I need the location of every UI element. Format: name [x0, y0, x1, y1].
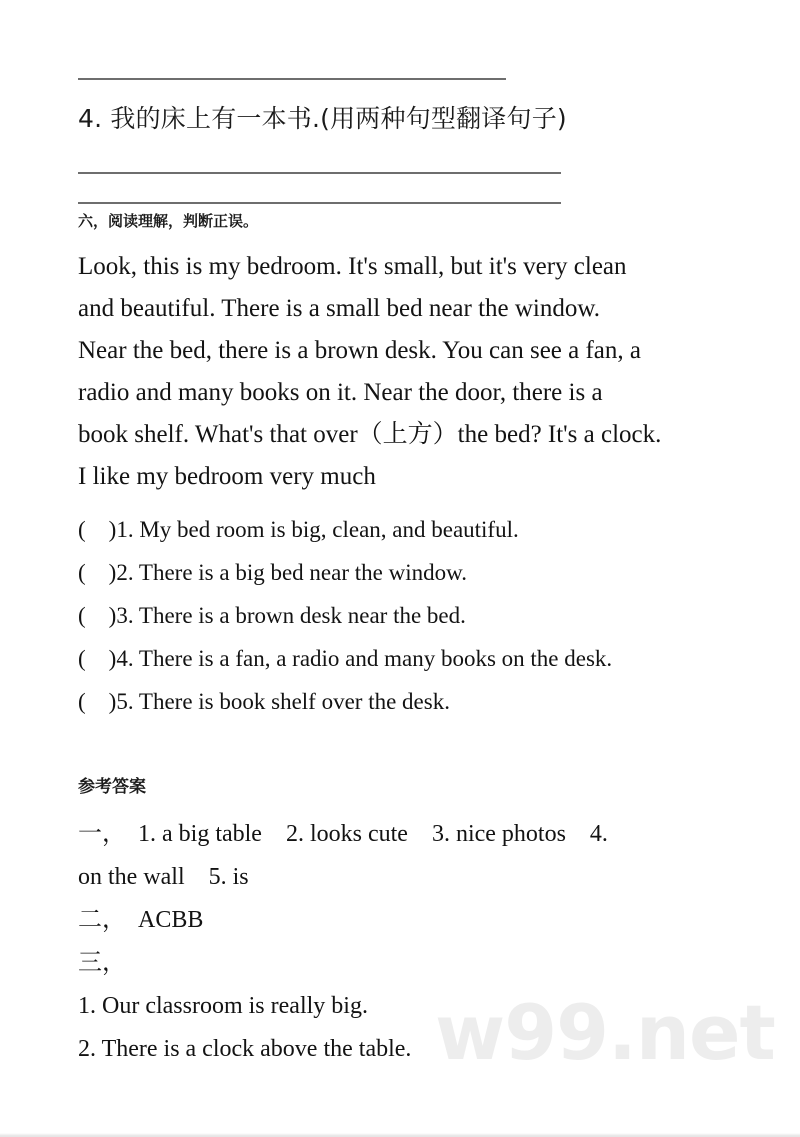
spacer: [78, 136, 722, 172]
passage-line: Look, this is my bedroom. It's small, but it's very clean: [78, 253, 627, 280]
answer-line-one-a: 一， 1. a big table 2. looks cute 3. nice photos 4.: [78, 821, 608, 847]
answer-blank-rule-2[interactable]: [78, 202, 561, 204]
page-bottom-edge: [0, 1133, 800, 1136]
page-content: [78, 78, 722, 1071]
answer-line-one-b: on the wall 5. is: [78, 864, 249, 890]
passage-line: Near the bed, there is a brown desk. You can see a fan, a: [78, 337, 642, 364]
passage-line: book shelf. What's that over（上方）the bed? It's a clock.: [78, 421, 662, 448]
true-false-item[interactable]: ( )5. There is book shelf over the desk.: [78, 689, 450, 714]
true-false-item[interactable]: ( )2. There is a big bed near the window.: [78, 560, 467, 585]
true-false-list: [78, 508, 722, 723]
translate-question-4: 4. 我的床上有一本书.(用两种句型翻译句子): [78, 104, 567, 133]
answer-line-four: 1. Our classroom is really big.: [78, 993, 368, 1019]
passage-line: I like my bedroom very much: [78, 463, 376, 490]
reading-passage: [78, 246, 708, 498]
spacer: [78, 80, 722, 102]
section-heading-six: 六，阅读理解，判断正误。: [78, 212, 259, 230]
true-false-item[interactable]: ( )3. There is a brown desk near the bed.: [78, 603, 466, 628]
answer-line-five: 2. There is a clock above the table.: [78, 1036, 412, 1062]
true-false-item[interactable]: ( )4. There is a fan, a radio and many books on the desk.: [78, 646, 613, 671]
answer-line-two: 二， ACBB: [78, 907, 204, 933]
true-false-item[interactable]: ( )1. My bed room is big, clean, and beautiful.: [78, 517, 519, 542]
answer-key-title: 参考答案: [78, 777, 146, 797]
passage-line: and beautiful. There is a small bed near the window.: [78, 295, 601, 322]
answer-key-lines: [78, 813, 722, 1071]
passage-line: radio and many books on it. Near the door, there is a: [78, 379, 603, 406]
answer-key-section: [78, 775, 722, 1071]
spacer: [78, 174, 722, 202]
answer-line-three: 三，: [78, 950, 126, 976]
site-watermark: w99.net: [435, 988, 775, 1077]
